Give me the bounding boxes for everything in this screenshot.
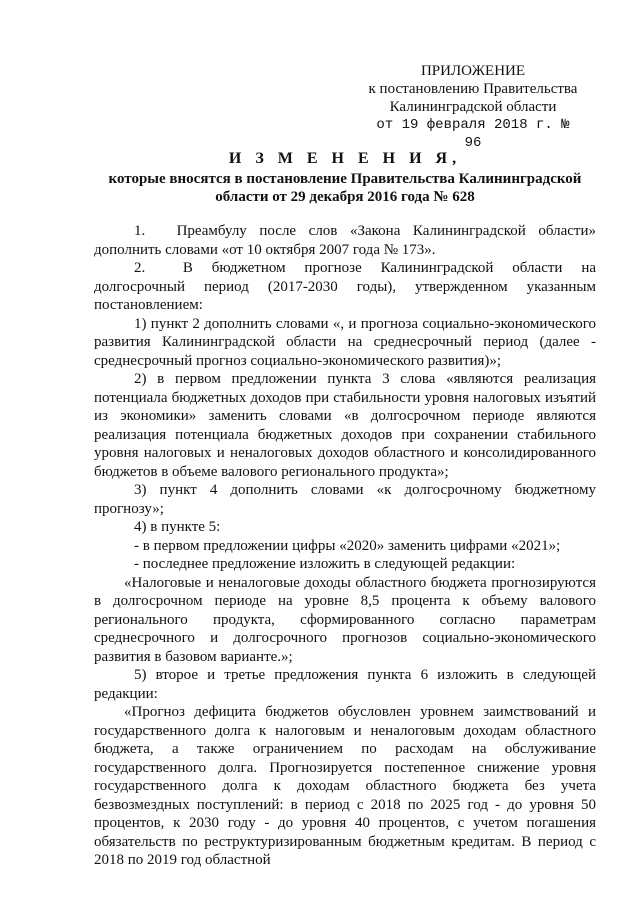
document-title-block xyxy=(94,150,596,206)
document-title: И З М Е Н Е Н И Я, xyxy=(228,150,462,167)
paragraph-2 xyxy=(94,259,596,315)
paragraph-10: 5) второе и третье предложения пункта 6 изложить в следующей редакции: xyxy=(94,667,596,702)
paragraph-number: 1. xyxy=(134,223,146,239)
paragraph-9: «Налоговые и неналоговые доходы областного бюджета прогнозируются в долгосрочном периоде на уровне 8,5 процента к объему валового регионального продукта, сформированного согласно параметрам среднесрочного и долгосрочного прогнозов социально-экономического развития в базовом варианте.»; xyxy=(94,574,596,665)
paragraph-3: 1) пункт 2 дополнить словами «, и прогноза социально-экономического развития Калининградской области на среднесрочный период (далее - среднесрочный прогноз социально-экономического развития)»; xyxy=(94,315,596,369)
paragraph-number: 2. xyxy=(134,260,146,276)
appendix-date-line: от 19 февраля 2018 г. № 96 xyxy=(376,117,570,151)
appendix-line-1: к постановлению Правительства xyxy=(368,81,578,97)
document-subtitle-line-1: которые вносятся в постановление Правительства Калининградской xyxy=(108,171,582,187)
appendix-line-2: Калининградской области xyxy=(389,99,557,115)
paragraph-7: - в первом предложении цифры «2020» заменить цифрами «2021»; xyxy=(134,537,561,554)
appendix-header xyxy=(368,62,578,152)
paragraph-1 xyxy=(94,222,596,259)
document-subtitle-line-2: области от 29 декабря 2016 года № 628 xyxy=(215,189,475,205)
paragraph-8: - последнее предложение изложить в следующей редакции: xyxy=(134,556,516,572)
paragraph-11: «Прогноз дефицита бюджетов обусловлен уровнем заимствований и государственного долга к налоговым и неналоговым доходам областного бюджета, а также ограничением по расходам на обслуживание государственного долга. Прогнозируется постепенное снижение уровня государственного долга к доходам областного бюджета без учета безвозмездных поступлений: в период с 2018 по 2025 год - до уровня 50 процентов, к 2030 году - до уровня 40 процентов, с учетом погашения обязательств по реструктуризированным бюджетным кредитам. В период с 2018 по 2019 год областной xyxy=(94,704,596,868)
paragraph-6: 4) в пункте 5: xyxy=(134,519,221,535)
appendix-title: ПРИЛОЖЕНИЕ xyxy=(420,63,526,79)
paragraph-text: Преамбулу после слов «Закона Калининградской области» дополнить словами «от 10 октября 2007 года № 173». xyxy=(94,223,597,258)
document-body xyxy=(94,222,596,870)
paragraph-text: В бюджетном прогнозе Калининградской области на долгосрочный период (2017-2030 годы), утвержденном указанным постановлением: xyxy=(94,260,596,313)
paragraph-4: 2) в первом предложении пункта 3 слова «являются реализация потенциала бюджетных доходов при стабильности уровня налоговых изъятий из экономики» заменить словами «в долгосрочном периоде являются реализация потенциала бюджетных доходов при сохранении стабильного уровня налоговых и неналоговых доходов областного и консолидированного бюджетов в объеме валового регионального продукта»; xyxy=(94,371,596,480)
paragraph-5: 3) пункт 4 дополнить словами «к долгосрочному бюджетному прогнозу»; xyxy=(94,482,596,517)
